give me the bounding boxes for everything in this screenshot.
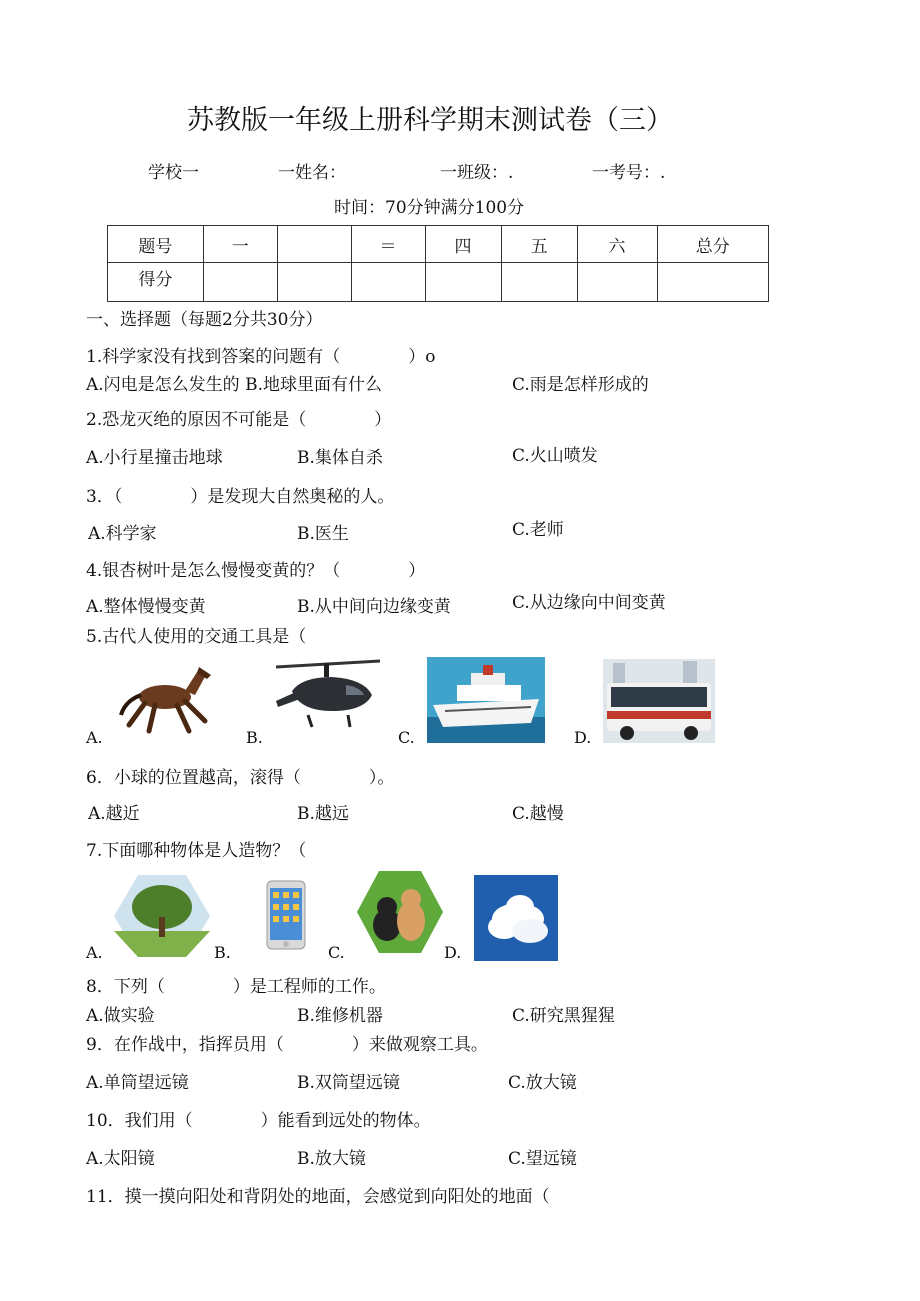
question-3: 3．（ ）是发现大自然奥秘的人。 xyxy=(86,487,395,507)
horse-image xyxy=(115,655,215,735)
cruise-ship-image xyxy=(427,657,545,743)
question-6: 6．小球的位置越高，滚得（ ）。 xyxy=(86,768,395,788)
school-field-label: 学校一 xyxy=(148,163,199,183)
score-table xyxy=(107,225,769,302)
option-c[interactable]: C.雨是怎样形成的 xyxy=(512,375,649,395)
score-header-cell xyxy=(277,226,351,263)
option-c[interactable]: C.研究黑猩猩 xyxy=(512,1006,615,1026)
question-2: 2.恐龙灭绝的原因不可能是（ ） xyxy=(86,410,392,430)
question-8: 8．下列（ ）是工程师的工作。 xyxy=(86,977,386,997)
option-b[interactable]: B.集体自杀 xyxy=(297,448,383,468)
option-b[interactable]: B.越远 xyxy=(297,804,349,824)
score-header-cell: 六 xyxy=(577,226,657,263)
smartphone-image xyxy=(266,880,306,950)
score-cell[interactable] xyxy=(351,263,425,302)
option-a[interactable]: A. xyxy=(86,943,103,962)
bus-image xyxy=(603,659,715,743)
score-header-cell: 题号 xyxy=(108,226,204,263)
option-b[interactable]: B. xyxy=(214,943,231,962)
option-b[interactable]: B.从中间向边缘变黄 xyxy=(297,597,451,617)
score-cell[interactable] xyxy=(203,263,277,302)
option-c[interactable]: C. xyxy=(328,943,345,962)
question-11: 11．摸一摸向阳处和背阴处的地面，会感觉到向阳处的地面（ xyxy=(86,1187,550,1207)
score-cell[interactable] xyxy=(577,263,657,302)
section-heading: 一、选择题（每题2分共30分） xyxy=(86,310,323,330)
score-table-score-row xyxy=(108,263,769,302)
helicopter-image xyxy=(272,655,384,737)
question-9: 9．在作战中，指挥员用（ ）来做观察工具。 xyxy=(86,1035,488,1055)
option-d[interactable]: D. xyxy=(574,728,592,747)
option-b[interactable]: B.双筒望远镜 xyxy=(297,1073,400,1093)
page-title: 苏教版一年级上册科学期末测试卷（三） xyxy=(187,105,673,136)
option-a[interactable]: A.闪电是怎么发生的 B.地球里面有什么 xyxy=(86,375,382,395)
question-5: 5.古代人使用的交通工具是（ xyxy=(86,627,307,647)
class-field-label: 一班级：. xyxy=(440,163,514,183)
question-1: 1.科学家没有找到答案的问题有（ ）o xyxy=(86,347,436,367)
option-b[interactable]: B.医生 xyxy=(297,524,349,544)
option-a[interactable]: A. xyxy=(86,728,103,747)
option-a[interactable]: A.单筒望远镜 xyxy=(86,1073,189,1093)
option-c[interactable]: C.放大镜 xyxy=(508,1073,577,1093)
option-b[interactable]: B. xyxy=(246,728,263,747)
name-field-label: 一姓名： xyxy=(278,163,346,183)
question-10: 10．我们用（ ）能看到远处的物体。 xyxy=(86,1111,431,1131)
score-header-cell: 四 xyxy=(425,226,501,263)
time-score-info: 时间：70分钟满分100分 xyxy=(334,198,525,218)
score-header-cell: 总分 xyxy=(657,226,768,263)
score-table-header-row xyxy=(108,226,769,263)
option-b[interactable]: B.放大镜 xyxy=(297,1149,366,1169)
option-c[interactable]: C.越慢 xyxy=(512,804,564,824)
option-a[interactable]: A.太阳镜 xyxy=(86,1149,155,1169)
question-4: 4.银杏树叶是怎么慢慢变黄的？（ ） xyxy=(86,561,426,581)
exam-number-field-label: 一考号：. xyxy=(592,163,666,183)
option-c[interactable]: C.从边缘向中间变黄 xyxy=(512,593,666,613)
score-header-cell: 一 xyxy=(203,226,277,263)
option-a[interactable]: A.小行星撞击地球 xyxy=(86,448,223,468)
option-c[interactable]: C. xyxy=(398,728,415,747)
option-d[interactable]: D. xyxy=(444,943,462,962)
option-c[interactable]: C.望远镜 xyxy=(508,1149,577,1169)
score-cell[interactable] xyxy=(501,263,577,302)
score-header-cell: ＝ xyxy=(351,226,425,263)
score-row-label: 得分 xyxy=(108,263,204,302)
score-cell[interactable] xyxy=(425,263,501,302)
score-cell[interactable] xyxy=(657,263,768,302)
score-header-cell: 五 xyxy=(501,226,577,263)
option-b[interactable]: B.维修机器 xyxy=(297,1006,383,1026)
tree-image xyxy=(114,873,210,959)
cropped-options-row xyxy=(86,590,486,617)
cloud-image xyxy=(474,875,558,961)
option-a[interactable]: A.整体慢慢变黄 xyxy=(86,597,206,617)
option-c[interactable]: C.火山喷发 xyxy=(512,446,598,466)
option-a[interactable]: A.科学家 xyxy=(88,524,157,544)
question-7: 7.下面哪种物体是人造物？（ xyxy=(86,841,307,861)
option-c[interactable]: C.老师 xyxy=(512,520,564,540)
option-a[interactable]: A.越近 xyxy=(88,804,140,824)
option-a[interactable]: A.做实验 xyxy=(86,1006,155,1026)
cat-dog-image xyxy=(357,869,443,955)
score-cell[interactable] xyxy=(277,263,351,302)
